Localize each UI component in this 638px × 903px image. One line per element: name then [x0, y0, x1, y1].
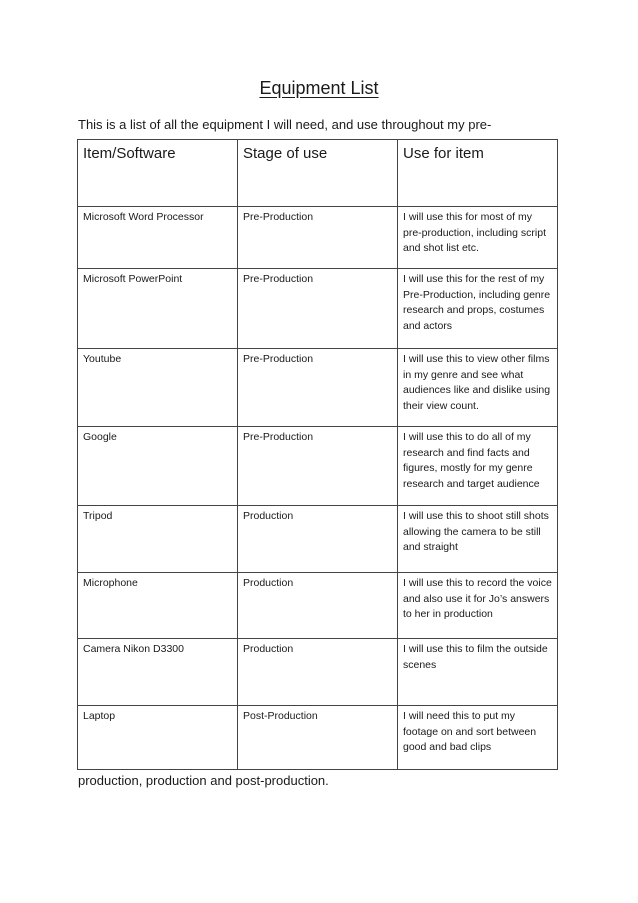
cell-stage: Pre-Production: [238, 349, 398, 427]
cell-stage: Post-Production: [238, 706, 398, 770]
cell-use: I will use this to do all of my research and find facts and figures, mostly for my genre research and target audience: [398, 427, 558, 506]
page-title: [0, 76, 638, 100]
cell-use: I will use this to shoot still shots allowing the camera to be still and straight: [398, 506, 558, 573]
table-row: [78, 639, 558, 706]
outro-paragraph: production, production and post-production.: [78, 773, 329, 788]
cell-item: Laptop: [78, 706, 238, 770]
cell-stage: Production: [238, 639, 398, 706]
table-header-row: [78, 140, 558, 207]
table-row: [78, 349, 558, 427]
title-text: Equipment List: [259, 78, 379, 98]
cell-use: I will need this to put my footage on and sort between good and bad clips: [398, 706, 558, 770]
table-row: [78, 269, 558, 349]
cell-stage: Pre-Production: [238, 269, 398, 349]
table-row: [78, 506, 558, 573]
cell-item: Tripod: [78, 506, 238, 573]
cell-stage: Production: [238, 506, 398, 573]
cell-stage: Production: [238, 573, 398, 639]
table-row: [78, 706, 558, 770]
cell-use: I will use this to record the voice and also use it for Jo’s answers to her in production: [398, 573, 558, 639]
header-item-software: Item/Software: [78, 140, 238, 207]
table-row: [78, 573, 558, 639]
header-stage-of-use: Stage of use: [238, 140, 398, 207]
intro-paragraph: This is a list of all the equipment I will need, and use throughout my pre-: [78, 117, 492, 132]
cell-item: Youtube: [78, 349, 238, 427]
cell-item: Camera Nikon D3300: [78, 639, 238, 706]
cell-use: I will use this for the rest of my Pre-Production, including genre research and props, costumes and actors: [398, 269, 558, 349]
cell-use: I will use this to film the outside scenes: [398, 639, 558, 706]
cell-stage: Pre-Production: [238, 207, 398, 269]
equipment-table: [77, 139, 558, 770]
cell-use: I will use this for most of my pre-production, including script and shot list etc.: [398, 207, 558, 269]
cell-use: I will use this to view other films in my genre and see what audiences like and dislike using their view count.: [398, 349, 558, 427]
cell-item: Google: [78, 427, 238, 506]
header-use-for-item: Use for item: [398, 140, 558, 207]
cell-item: Microphone: [78, 573, 238, 639]
cell-stage: Pre-Production: [238, 427, 398, 506]
table-row: [78, 427, 558, 506]
table-row: [78, 207, 558, 269]
cell-item: Microsoft PowerPoint: [78, 269, 238, 349]
cell-item: Microsoft Word Processor: [78, 207, 238, 269]
